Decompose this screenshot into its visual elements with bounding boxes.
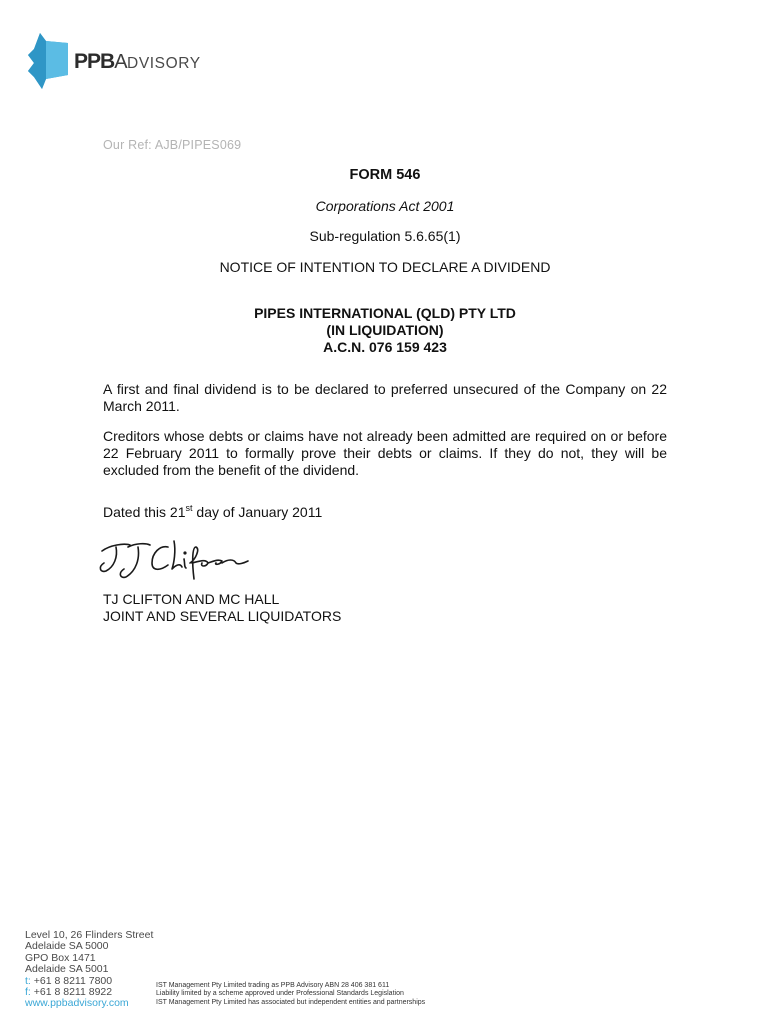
footer-address (25, 930, 153, 1010)
liquidator-role: JOINT AND SEVERAL LIQUIDATORS (103, 608, 342, 624)
logo-wordmark-a: A (114, 51, 128, 73)
ppb-advisory-logo-icon (26, 31, 74, 91)
phone-label: t: (25, 974, 31, 987)
phone-number: +61 8 8211 7800 (30, 974, 113, 987)
legal-line-2: Liability limited by a scheme approved under Professional Standards Legislation (156, 990, 404, 998)
address-line-2: Adelaide SA 5000 (25, 940, 109, 953)
footer-legal (156, 982, 425, 1007)
dated-prefix: Dated this 21 (103, 504, 186, 520)
dated-line (103, 504, 322, 520)
company-block (0, 305, 770, 356)
dividend-paragraph: A first and final dividend is to be declared to preferred unsecured of the Company on 22 March 2011. (103, 381, 667, 414)
website-link[interactable]: www.ppbadvisory.com (25, 997, 129, 1010)
company-status: (IN LIQUIDATION) (326, 322, 444, 338)
liquidator-names: TJ CLIFTON AND MC HALL (103, 591, 280, 607)
act-name: Corporations Act 2001 (315, 198, 455, 214)
our-reference: Our Ref: AJB/PIPES069 (103, 138, 242, 152)
liquidators-block (103, 591, 341, 625)
fax-number: +61 8 8211 8922 (30, 986, 113, 999)
address-line-4: Adelaide SA 5001 (25, 963, 109, 976)
sub-regulation: Sub-regulation 5.6.65(1) (309, 228, 461, 244)
dated-rest: day of January 2011 (192, 504, 323, 520)
dated-ordinal: st (185, 503, 193, 513)
logo-wordmark-ppb: PPB (74, 50, 115, 73)
company-name: PIPES INTERNATIONAL (QLD) PTY LTD (254, 305, 516, 321)
address-line-3: GPO Box 1471 (25, 951, 96, 964)
handwritten-signature-icon (96, 533, 266, 583)
legal-line-1: IST Management Pty Limited trading as PPB Advisory ABN 28 406 381 611 (156, 982, 390, 989)
logo-wordmark (74, 50, 201, 74)
fax-label: f: (25, 986, 31, 999)
address-line-1: Level 10, 26 Flinders Street (25, 929, 154, 941)
creditors-paragraph: Creditors whose debts or claims have not already been admitted are required on or before 22 February 2011 to formally prove their debts or claims. If they do not, they will be excluded from the benefit of the dividend. (103, 428, 667, 478)
form-title: FORM 546 (349, 167, 421, 183)
notice-heading: NOTICE OF INTENTION TO DECLARE A DIVIDEND (219, 259, 551, 275)
logo-wordmark-dvisory: DVISORY (127, 55, 201, 72)
legal-line-3: IST Management Pty Limited has associated but independent entities and partnerships (156, 998, 426, 1006)
company-acn: A.C.N. 076 159 423 (323, 339, 447, 355)
